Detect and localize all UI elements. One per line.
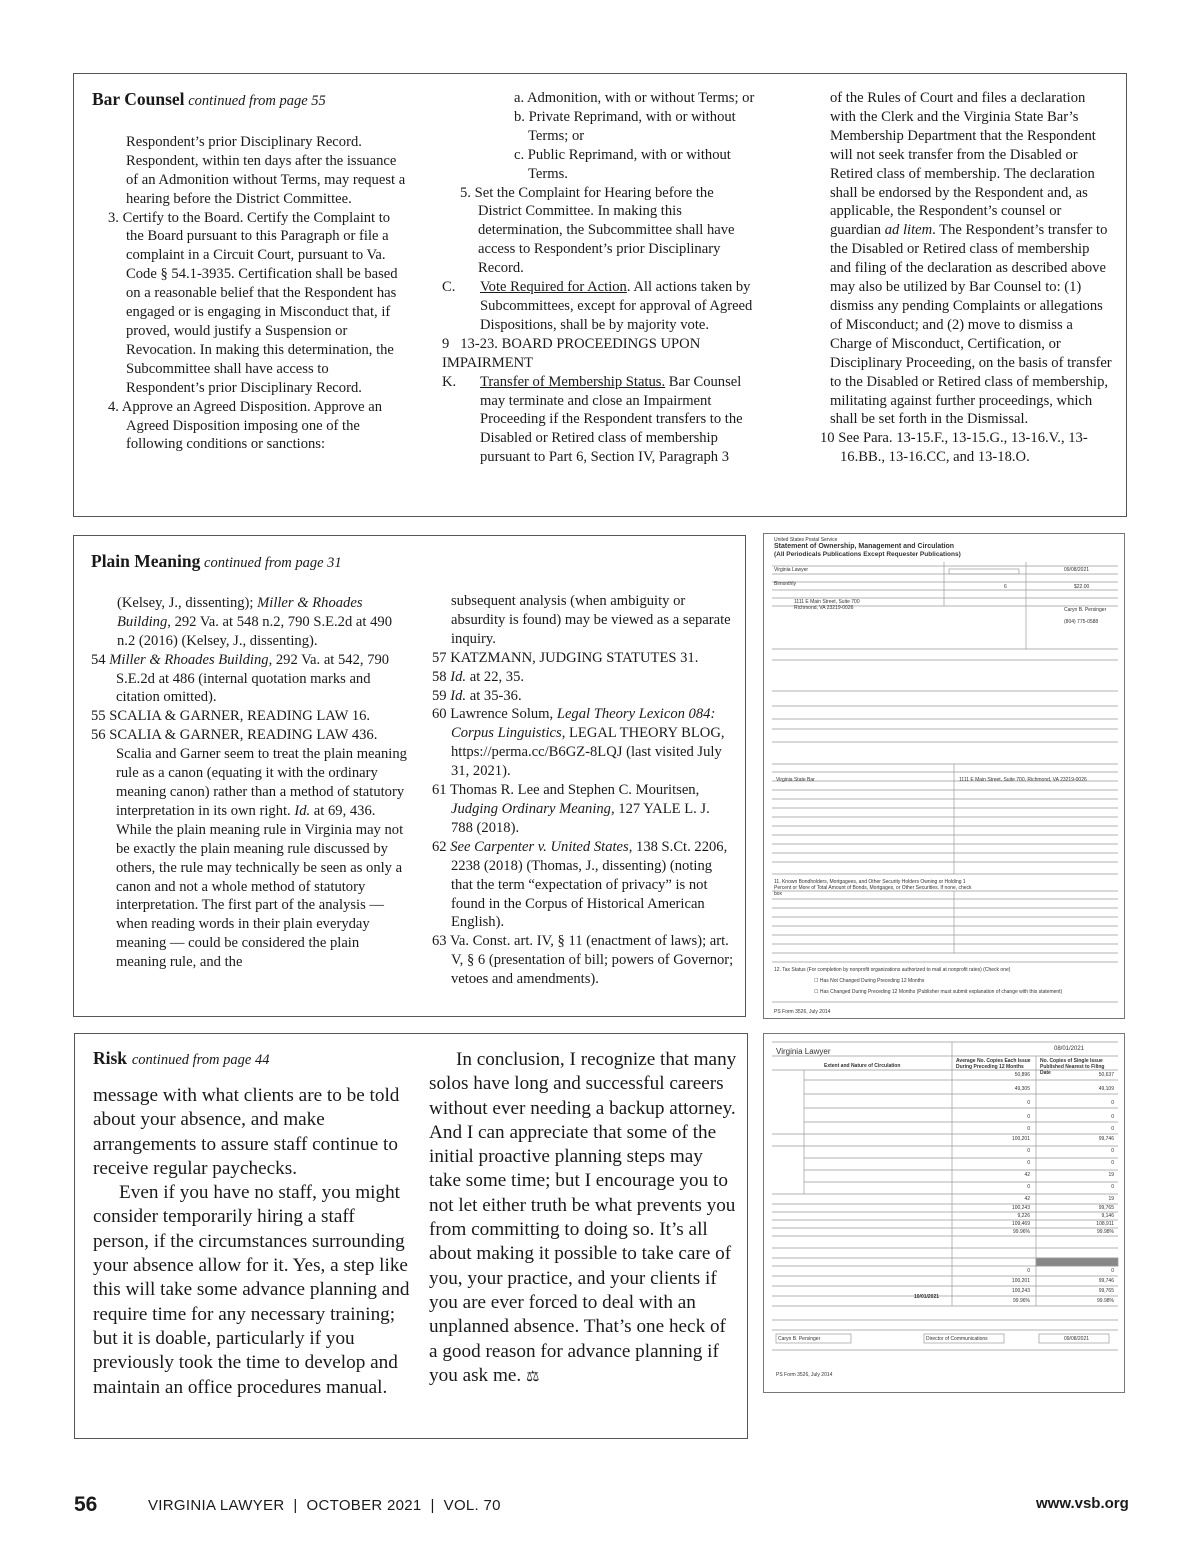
form2-avg-value: 9,226 — [1017, 1213, 1030, 1219]
form2-elec-avg-value: 100,243 — [1011, 1288, 1030, 1294]
form2-issue-date: 08/01/2021 — [1054, 1046, 1085, 1052]
form2-avg-value: 100,243 — [1011, 1205, 1030, 1211]
bar-counsel-option-b: b. Private Reprimand, with or without Terms; or — [514, 108, 736, 144]
form1-frequency: Bimonthly — [774, 581, 796, 587]
bar-counsel-col3-text — [820, 89, 1112, 429]
form2-elec-single-value: 99,765 — [1098, 1288, 1114, 1294]
fn58-b: at 22, 35. — [466, 668, 525, 685]
bar-counsel-heading-line — [92, 90, 408, 111]
plain-meaning-continued: continued from page 31 — [204, 555, 342, 571]
form2-single-value: 19 — [1108, 1196, 1114, 1202]
form1-option1-label: Has Not Changed During Preceding 12 Months — [819, 978, 925, 984]
fn58-num: 58 — [432, 668, 451, 685]
form2-avg-value: 0 — [1027, 1184, 1030, 1190]
footnote-53 — [91, 594, 411, 651]
fn61-a: 61 Thomas R. Lee and Stephen C. Mouritsen, — [432, 782, 700, 799]
form2-single-value: 9,146 — [1101, 1213, 1114, 1219]
form1-filing-date: 09/08/2021 — [1064, 567, 1090, 573]
fn59-b: at 35-36. — [466, 687, 522, 704]
form2-single-value: 0 — [1111, 1184, 1114, 1190]
fn60-b: , LEGAL THEORY BLOG, https://perma.cc/B6GZ-8LQJ (last visited July 31, 2021). — [451, 725, 725, 780]
bar-counsel-note10: 10 See Para. 13-15.F., 13-15.G., 13-16.V., 13-16.BB., 13-16.CC, and 13-18.O. — [820, 430, 1088, 466]
form2-avg-value: 100,201 — [1011, 1136, 1030, 1142]
form2-avg-value: 0 — [1027, 1160, 1030, 1166]
form2-single-value: 99,765 — [1098, 1205, 1114, 1211]
form1-address: 1111 E Main Street, Suite 700 — [794, 599, 860, 605]
form1-issues: 6 — [1004, 584, 1007, 590]
form1-price: $22.00 — [1074, 584, 1090, 590]
fn58-italic: Id. — [450, 668, 467, 685]
form1-section12: 12. Tax Status (For completion by nonprofit organizations authorized to mail at nonprofit rates) (Check one) — [774, 967, 1011, 973]
footnote-57: 57 KATZMANN, JUDGING STATUTES 31. — [432, 649, 699, 666]
risk-para2: Even if you have no staff, you might consider temporarily hiring a staff person, if the circumstances surrounding your absence allow for it. Yes, a step like this will take some advance planning and require time for any necessary training; but it is doable, particularly if you previously took the time to develop and maintain an office procedures manual. — [93, 1182, 410, 1398]
fn61-italic: Judging Ordinary Meaning — [451, 800, 611, 817]
section-c-text: . All actions taken by Subcommittees, except for approval of Agreed Dispositions, shall be by majority vote. — [480, 279, 753, 333]
fn62-italic: See Carpenter v. United States — [450, 838, 629, 855]
fn56-italic: Id. — [294, 802, 311, 819]
fn54-italic: Miller & Rhoades Building — [109, 651, 269, 668]
footnote-62 — [432, 838, 734, 933]
form2-elec-single-value: 99.98% — [1097, 1298, 1114, 1304]
plain-meaning-col2 — [432, 592, 734, 989]
form2-col-extent: Extent and Nature of Circulation — [824, 1063, 901, 1069]
form1-city: Richmond, VA 23219-0026 — [794, 605, 854, 611]
footnote-56 — [91, 726, 411, 972]
form2-single-value: 0 — [1111, 1148, 1114, 1154]
fn54-b: , 292 Va. at 542, 790 S.E.2d at 486 (internal quotation marks and citation omitted). — [116, 651, 390, 706]
bar-counsel-note9: 9 13-23. BOARD PROCEEDINGS UPON IMPAIRMENT — [442, 335, 704, 371]
section-c-title: Vote Required for Action — [480, 279, 627, 296]
bar-counsel-section-c — [442, 278, 760, 335]
form2-single-value: 19 — [1108, 1172, 1114, 1178]
form2-avg-value: 109,469 — [1011, 1221, 1030, 1227]
bar-counsel-col3 — [820, 89, 1112, 467]
form1-section11: 11. Known Bondholders, Mortgagees, and Other Security Holders Owning or Holding 1 Percent or More of Total Amount of Bonds, Mortgages, or Other Securities. If none, check box — [774, 879, 972, 897]
footnote-61 — [432, 781, 734, 838]
form1-option2: ☐ Has Changed During Preceding 12 Months (Publisher must submit explanation of change with this statement) — [814, 989, 1063, 995]
website-link[interactable]: www.vsb.org — [1036, 1495, 1129, 1512]
form1-title: Statement of Ownership, Management and Circulation — [774, 543, 955, 550]
form2-avg-value: 42 — [1024, 1196, 1030, 1202]
fn56-a: 56 SCALIA & GARNER, READING LAW 436. Scalia and Garner seem to treat the plain meaning rule as a canon (equating it with the ordinary meaning canon) rather than a method of statutory interpretation in its own right. — [91, 727, 407, 819]
form2-elec-single-value: 99,746 — [1098, 1278, 1114, 1284]
section-k-text: Bar Counsel may terminate and close an Impairment Proceeding if the Respondent transfers to the Disabled or Retired class of membership pursuant to Part 6, Section IV, Paragraph 3 — [480, 373, 743, 466]
form2-avg-value: 0 — [1027, 1148, 1030, 1154]
fn53-italic: Miller & Rhoades Building — [117, 594, 363, 630]
form2-avg-value: 42 — [1024, 1172, 1030, 1178]
fn53-a: (Kelsey, J., dissenting); — [117, 594, 258, 611]
form1-contact: Caryn B. Persinger — [1064, 607, 1107, 613]
form1-phone: (804) 775-0588 — [1064, 619, 1099, 625]
form2-single-value: 0 — [1111, 1114, 1114, 1120]
footnote-58 — [432, 668, 734, 687]
footnote-63: 63 Va. Const. art. IV, § 11 (enactment of laws); art. V, § 6 (presentation of bill; powers of Governor; vetoes and amendments). — [432, 933, 734, 988]
form2-avg-value: 0 — [1027, 1100, 1030, 1106]
form1-footer: PS Form 3526, July 2014 — [774, 1009, 831, 1015]
plain-meaning-col1 — [91, 552, 411, 972]
bar-counsel-item4: 4. Approve an Agreed Disposition. Approve an Agreed Disposition imposing one of the following conditions or sanctions: — [108, 398, 382, 453]
col3-text-italic: ad litem — [884, 222, 933, 239]
form1-subtitle: (All Periodicals Publications Except Requester Publications) — [774, 551, 961, 558]
bar-counsel-col1 — [92, 90, 408, 454]
form2-elec-avg-value: 99.96% — [1013, 1298, 1030, 1304]
ownership-statement-form — [763, 533, 1125, 1019]
plain-meaning-heading-line — [91, 552, 411, 573]
bar-counsel-option-c: c. Public Reprimand, with or without Terms. — [514, 146, 731, 182]
form1-text — [774, 537, 1114, 1015]
form1-agency: United States Postal Service — [774, 537, 838, 543]
bar-counsel-option-a: a. Admonition, with or without Terms; or — [514, 90, 755, 106]
risk-heading-line — [93, 1048, 413, 1070]
fn59-num: 59 — [432, 687, 451, 704]
bar-counsel-section-k — [442, 373, 760, 468]
risk-col1 — [93, 1048, 413, 1400]
form2-single-value: 50,637 — [1098, 1072, 1114, 1078]
form2-single-value: 0 — [1111, 1100, 1114, 1106]
fn59-italic: Id. — [450, 687, 467, 704]
form2-footer: PS Form 3526, July 2014 — [776, 1372, 833, 1378]
bar-counsel-item3: 3. Certify to the Board. Certify the Complaint to the Board pursuant to this Paragraph or file a complaint in a Circuit Court, pursuant to Va. Code § 54.1-3935. Certification shall be based on a reasonable belief that the Respondent has engaged or is engaging in Misconduct that, if proved, would justify a Suspension or Revocation. In making this determination, the Subcommittee shall have access to Respondent’s prior Disciplinary Record. — [108, 209, 398, 396]
form2-avg-value: 49,305 — [1014, 1086, 1030, 1092]
risk-heading: Risk — [93, 1048, 128, 1068]
form2-single-value: 99,746 — [1098, 1136, 1114, 1142]
form2-single-value: 49,109 — [1098, 1086, 1114, 1092]
bar-counsel-col2 — [442, 89, 760, 467]
form2-avg-value: 99.96% — [1013, 1229, 1030, 1235]
bar-counsel-continued: continued from page 55 — [188, 93, 326, 109]
circulation-form — [763, 1033, 1125, 1393]
fn61-b: , 127 YALE L. J. 788 (2018). — [451, 800, 710, 836]
section-c-label: C. — [442, 279, 456, 296]
form2-avg-value: 0 — [1027, 1126, 1030, 1132]
form2-single-value: 0 — [1111, 1126, 1114, 1132]
form1-owner-address: 1111 E Main Street, Suite 700, Richmond, VA 23219-0026 — [959, 777, 1087, 783]
plain-meaning-col2-cont: subsequent analysis (when ambiguity or absurdity is found) may be viewed as a separate inquiry. — [451, 593, 731, 647]
form2-text — [764, 1034, 1126, 1394]
form2-col-single: No. Copies of Single Issue Published Nearest to Filing Date — [1040, 1058, 1105, 1076]
fn60-italic: Legal Theory Lexicon 084: Corpus Linguistics — [451, 706, 716, 742]
risk-para3-text: In conclusion, I recognize that many solos have long and successful careers without ever needing a backup attorney. And I can appreciate that some of the initial proactive planning steps may take some time; but I encourage you to not let either truth be what prevents you from committing to doing so. It’s all about making it possible to take care of you, your practice, and your clients if you are ever forced to deal with an unplanned absence. That’s one heck of a good reason for advance planning if you ask me. — [429, 1049, 737, 1386]
form2-single-value: 99.98% — [1097, 1229, 1114, 1235]
form2-elec-single-value: 0 — [1111, 1268, 1114, 1274]
publication-line: VIRGINIA LAWYER | OCTOBER 2021 | VOL. 70 — [148, 1497, 501, 1514]
form2-col-avg: Average No. Copies Each Issue During Preceding 12 Months — [956, 1058, 1031, 1070]
risk-continued: continued from page 44 — [131, 1052, 270, 1068]
form2-signer: Caryn B. Persinger — [778, 1336, 821, 1342]
form1-pub-title: Virginia Lawyer — [774, 567, 809, 573]
form2-pub-title: Virginia Lawyer — [776, 1047, 831, 1056]
form2-avg-value: 0 — [1027, 1114, 1030, 1120]
form1-option1: ☐ Has Not Changed During Preceding 12 Months — [814, 978, 925, 984]
fn53-b: , 292 Va. at 548 n.2, 790 S.E.2d at 490 n.2 (2016) (Kelsey, J., dissenting). — [117, 613, 392, 649]
form2-elec-avg-value: 100,201 — [1011, 1278, 1030, 1284]
footnote-55: 55 SCALIA & GARNER, READING LAW 16. — [91, 708, 371, 725]
bar-counsel-intro: Respondent’s prior Disciplinary Record. Respondent, within ten days after the issuance of an Admonition without Terms, may request a hearing before the District Committee. — [126, 133, 406, 207]
scales-icon: ⚖ — [526, 1366, 540, 1385]
page-number: 56 — [74, 1493, 98, 1516]
form1-owner: Virginia State Bar — [776, 777, 815, 783]
form2-elec-avg-value: 0 — [1027, 1268, 1030, 1274]
plain-meaning-heading: Plain Meaning — [91, 551, 201, 571]
col3-text-a: of the Rules of Court and files a declaration with the Clerk and the Virginia State Bar’s Membership Department that the Respondent will not seek transfer from the Disabled or Retired class of membership. The declaration shall be endorsed by the Respondent and, as applicable, the Respondent’s counsel or guardian — [830, 90, 1096, 239]
footnote-54 — [91, 651, 411, 708]
fn60-a: 60 Lawrence Solum, — [432, 706, 557, 723]
form2-signer-title: Director of Communications — [926, 1336, 988, 1342]
form2-pub-issue: 10/01/2021 — [914, 1294, 940, 1300]
form2-avg-value: 50,896 — [1014, 1072, 1030, 1078]
risk-para1: message with what clients are to be told about your absence, and make arrangements to assure staff continue to receive regular paychecks. — [93, 1085, 400, 1179]
bar-counsel-heading: Bar Counsel — [92, 89, 185, 109]
form2-single-value: 0 — [1111, 1160, 1114, 1166]
fn62-b: , 138 S.Ct. 2206, 2238 (2018) (Thomas, J., dissenting) (noting that the term “expectation of privacy” is not found in the Corpus of Historical American English). — [451, 838, 728, 931]
form2-sign-date: 09/08/2021 — [1064, 1336, 1090, 1342]
footnote-59 — [432, 687, 734, 706]
form1-option2-label: Has Changed During Preceding 12 Months (Publisher must submit explanation of change with this statement) — [819, 989, 1063, 995]
col3-text-b: . The Respondent’s transfer to the Disabled or Retired class of membership and filing of the declaration as described above may also be utilized by Bar Counsel to: (1) dismiss any pending Complaints or allegations of Misconduct; and (2) move to dismiss a Charge of Misconduct, Certification, or Disciplinary Proceeding, on the basis of transfer to the Disabled or Retired class of membership, militating against further proceedings, which shall be set forth in the Dismissal. — [830, 222, 1112, 428]
section-k-label: K. — [442, 373, 457, 390]
bar-counsel-item5: 5. Set the Complaint for Hearing before the District Committee. In making this determination, the Subcommittee shall have access to Respondent’s prior Disciplinary Record. — [460, 184, 735, 277]
risk-para3 — [429, 1048, 737, 1388]
section-k-title: Transfer of Membership Status. — [480, 373, 666, 390]
risk-col2 — [429, 1048, 737, 1388]
fn56-b: at 69, 436. While the plain meaning rule in Virginia may not be exactly the plain meaning rule discussed by others, the rule may technically be seen as only a canon and not a whole method of statutory interpretation. The first part of the analysis — when reading words in their plain everyday meaning — could be considered the plain meaning rule, and the — [116, 802, 404, 971]
fn54-num: 54 — [91, 651, 110, 668]
form2-single-value: 108,911 — [1096, 1221, 1114, 1227]
footnote-60 — [432, 705, 734, 781]
fn62-num: 62 — [432, 838, 451, 855]
